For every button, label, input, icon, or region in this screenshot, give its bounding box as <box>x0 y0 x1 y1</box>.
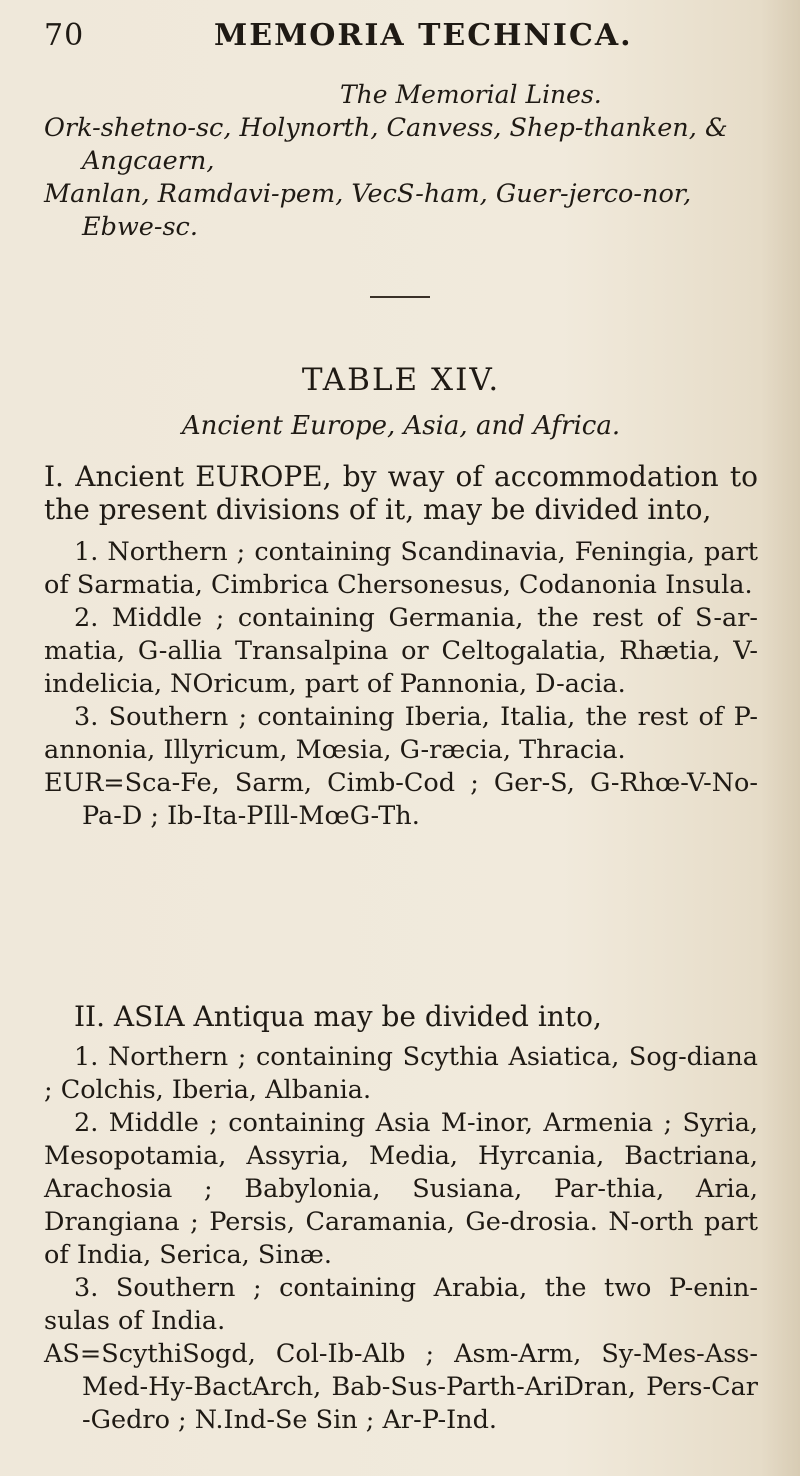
asia-middle: 2. Middle ; containing Asia M-inor, Armenia ; Syria, Mesopotamia, Assyria, Media, Hyrcania, Bactriana, Arachosia ; Babylonia, Susiana, Par-thia, Aria, Drangiana ; Persis, Caramania, Ge-drosia. N-orth part of India, Serica, Sinæ. <box>44 1108 758 1270</box>
table-title: TABLE XIV. <box>301 362 501 398</box>
asia-memorial-lines: AS=ScythiSogd, Col-Ib-Alb ; Asm-Arm, Sy-Mes-Ass-Med-Hy-BactArch, Bab-Sus-Parth-AriDran, Pers-Car -Gedro ; N.Ind-Se Sin ; Ar-P-Ind. <box>44 1339 758 1435</box>
table-subtitle: Ancient Europe, Asia, and Africa. <box>181 411 621 441</box>
memorial-line-1-cont: Angcaern, <box>82 146 215 176</box>
europe-southern: 3. Southern ; containing Iberia, Italia, the rest of P-annonia, Illyricum, Mœsia, G-ræcia, Thracia. <box>44 702 758 765</box>
europe-intro: I. Ancient EUROPE, by way of accommodation to the present divisions of it, may be divided into, <box>44 460 758 526</box>
memorial-line-1: Ork-shetno-sc, Holynorth, Canvess, Shep-thanken, & <box>44 113 728 143</box>
memorial-lines-title: The Memorial Lines. <box>340 80 602 109</box>
running-title: MEMORIA TECHNICA. <box>214 18 633 53</box>
europe-section <box>44 460 758 833</box>
asia-section <box>44 1000 758 1437</box>
europe-northern: 1. Northern ; containing Scandinavia, Feningia, part of Sarmatia, Cimbrica Chersonesus, Codanonia Insula. <box>44 537 758 600</box>
asia-intro: II. ASIA Antiqua may be divided into, <box>74 1000 602 1033</box>
memorial-line-2-cont: Ebwe-sc. <box>82 212 198 242</box>
section-divider <box>370 296 430 298</box>
europe-memorial-lines: EUR=Sca-Fe, Sarm, Cimb-Cod ; Ger-S, G-Rhœ-V-No-Pa-D ; Ib-Ita-PIll-MœG-Th. <box>44 768 758 831</box>
memorial-line-2: Manlan, Ramdavi-pem, VecS-ham, Guer-jerco-nor, <box>44 179 692 209</box>
asia-southern: 3. Southern ; containing Arabia, the two P-enin-sulas of India. <box>44 1273 758 1336</box>
memorial-lines <box>44 112 758 244</box>
asia-northern: 1. Northern ; containing Scythia Asiatica, Sog-diana ; Colchis, Iberia, Albania. <box>44 1042 758 1105</box>
running-header <box>44 18 760 64</box>
page-number: 70 <box>44 18 85 53</box>
europe-middle: 2. Middle ; containing Germania, the rest of S-ar-matia, G-allia Transalpina or Celtogalatia, Rhætia, V-indelicia, NOricum, part of Pannonia, D-acia. <box>44 603 758 699</box>
